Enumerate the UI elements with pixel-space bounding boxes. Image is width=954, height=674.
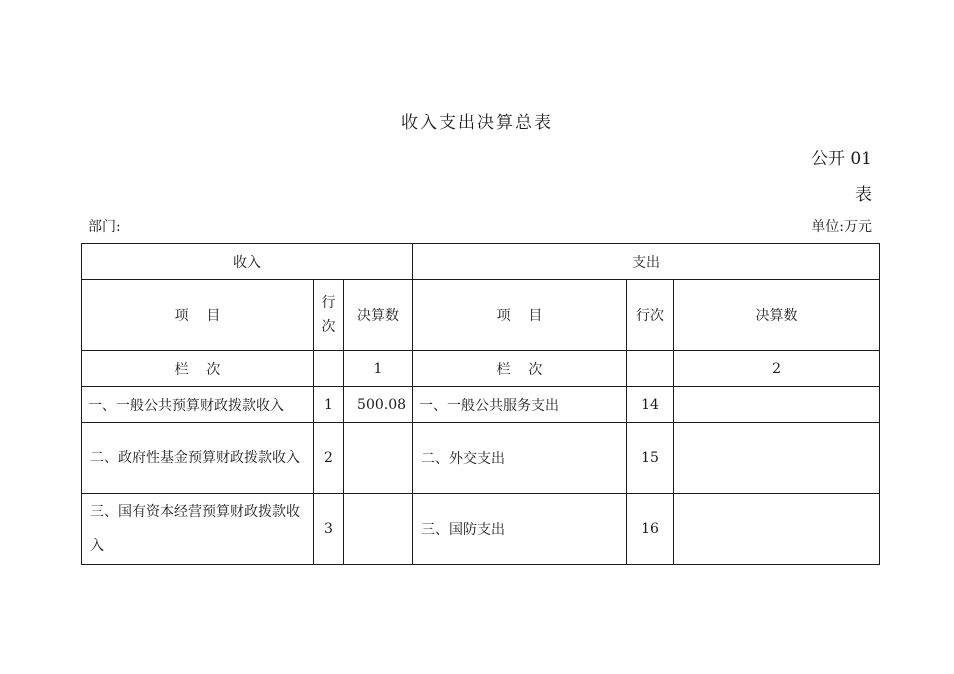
table-row <box>82 423 880 494</box>
income-item: 三、国有资本经营预算财政拨款收入 <box>82 494 314 565</box>
income-item-header: 项 目 <box>82 280 314 351</box>
expense-item: 一、一般公共服务支出 <box>413 387 627 423</box>
expense-line: 15 <box>627 423 674 494</box>
unit-label: 单位:万元 <box>811 219 872 235</box>
income-amount-header: 决算数 <box>344 280 413 351</box>
income-line: 1 <box>314 387 344 423</box>
table-row <box>82 387 880 423</box>
department-label: 部门: <box>88 219 121 235</box>
income-item: 二、政府性基金预算财政拨款收入 <box>82 423 314 494</box>
expense-amount <box>674 423 880 494</box>
table-row <box>82 494 880 565</box>
expense-line-header: 行次 <box>627 280 674 351</box>
expense-line: 16 <box>627 494 674 565</box>
income-amount <box>344 494 413 565</box>
expense-amount <box>674 387 880 423</box>
expense-index-label: 栏 次 <box>413 351 627 387</box>
income-expense-table <box>81 243 880 565</box>
column-header-row <box>82 280 880 351</box>
form-code-line1: 公开 01 <box>810 149 872 169</box>
expense-item: 三、国防支出 <box>413 494 627 565</box>
income-line-header <box>314 280 344 351</box>
expense-index-line <box>627 351 674 387</box>
income-index-label: 栏 次 <box>82 351 314 387</box>
form-code-line2: 表 <box>855 185 872 205</box>
expense-amount <box>674 494 880 565</box>
expense-item: 二、外交支出 <box>413 423 627 494</box>
income-line: 3 <box>314 494 344 565</box>
income-line: 2 <box>314 423 344 494</box>
income-index-value: 1 <box>344 351 413 387</box>
expense-group-header: 支出 <box>413 244 880 280</box>
expense-amount-header: 决算数 <box>674 280 880 351</box>
expense-item-header: 项 目 <box>413 280 627 351</box>
column-index-row <box>82 351 880 387</box>
income-index-line <box>314 351 344 387</box>
report-title: 收入支出决算总表 <box>401 113 553 133</box>
income-line-header-top: 行 <box>321 295 336 311</box>
income-line-header-bottom: 次 <box>321 319 336 335</box>
expense-line: 14 <box>627 387 674 423</box>
income-amount <box>344 423 413 494</box>
income-group-header: 收入 <box>82 244 413 280</box>
group-header-row <box>82 244 880 280</box>
expense-index-value: 2 <box>674 351 880 387</box>
income-item: 一、一般公共预算财政拨款收入 <box>82 387 314 423</box>
income-amount: 500.08 <box>344 387 413 423</box>
